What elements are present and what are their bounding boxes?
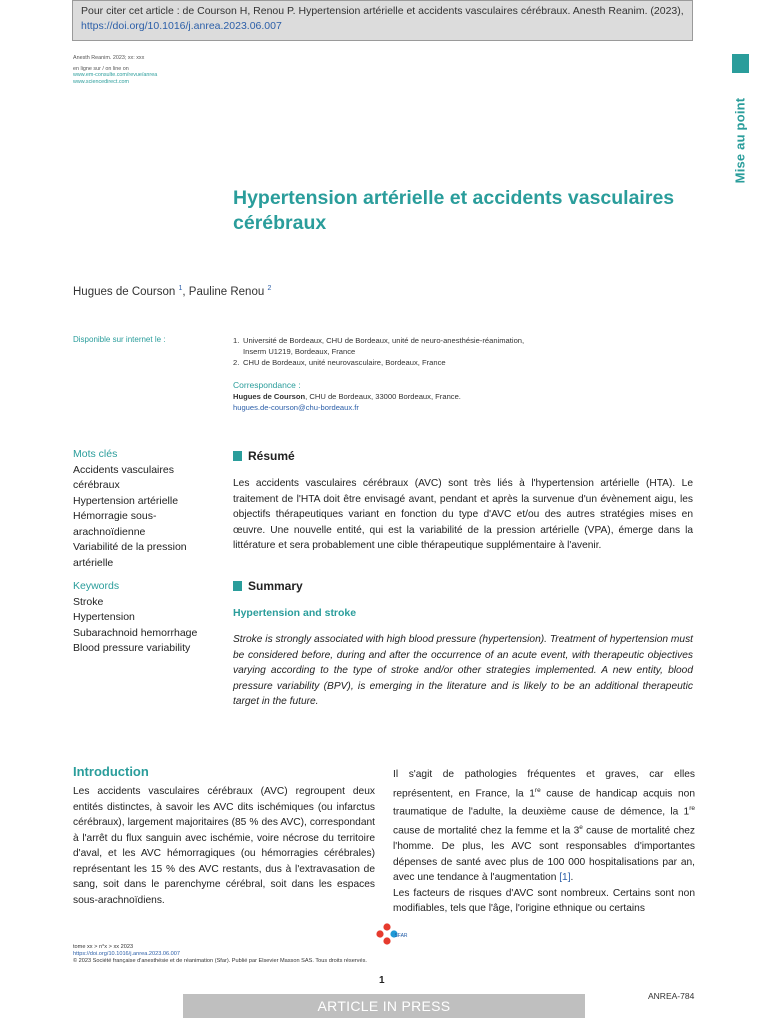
author-list: [73, 285, 271, 298]
resume-heading: [233, 449, 295, 463]
footer-doi-link[interactable]: https://doi.org/10.1016/j.anrea.2023.06.007: [73, 951, 180, 958]
sfar-logo: [372, 922, 408, 952]
superscript: e: [579, 824, 583, 832]
article-code: ANREA-784: [648, 991, 695, 1001]
keyword-item: Blood pressure variability: [73, 642, 191, 654]
text-run: cause de mortalité chez la femme et la 3: [393, 825, 580, 837]
side-tab-label: Mise au point: [732, 97, 748, 184]
keyword-item: Hypertension: [73, 611, 135, 623]
affiliation-ref[interactable]: 2: [267, 285, 272, 292]
keyword-item: Accidents vasculaires cérébraux: [73, 463, 174, 491]
affiliation-number: 1.: [233, 336, 240, 345]
correspondance-block: [233, 380, 563, 413]
em-consulte-link[interactable]: www.em-consulte.com/revue/anrea: [73, 72, 158, 79]
affiliation-list: [233, 335, 533, 368]
resume-heading-text: Résumé: [248, 449, 295, 463]
citation-text: Pour citer cet article : de Courson H, Renou P. Hypertension artérielle et accidents vasculaires cérébraux. Anesth Reanim. (2023),: [81, 5, 684, 17]
introduction-left-column: Les accidents vasculaires cérébraux (AVC) regroupent deux entités distinctes, à savoir les AVC dits ischémiques (ou infarctus cérébraux), largement majoritaires (85 % des AVC), correspondant à l'arrêt du flux sanguin avec ischémie, voire nécrose du territoire d'aval, et les AVC hémorragiques (ou hémorragies cérébrales) représentant les 15 % des AVC restants, dus à l'extravasation de sang, soit dans le parenchyme cérébral, soit dans les espaces sous-arachnoïdiens.: [73, 786, 375, 906]
keyword-item: Hémorragie sous-arachnoïdienne: [73, 510, 157, 538]
reference-link[interactable]: [1]: [559, 872, 571, 884]
introduction-paragraph: Les facteurs de risques d'AVC sont nombreux. Certains sont non modifiables, tels que l'âge, l'origine ethnique ou certains: [393, 887, 695, 915]
summary-heading: [233, 579, 303, 593]
introduction-right-column: [393, 767, 695, 917]
article-in-press-banner: ARTICLE IN PRESS: [183, 994, 585, 1018]
affiliation-text: Université de Bordeaux, CHU de Bordeaux, unité de neuro-anesthésie-réanimation, Inserm U1219, Bordeaux, France: [243, 336, 525, 356]
keywords-block: [73, 579, 223, 657]
introduction-heading: Introduction: [73, 764, 149, 779]
citation-box: [72, 0, 693, 41]
correspondance-name: Hugues de Courson: [233, 392, 306, 401]
mots-cles-block: [73, 447, 223, 571]
correspondance-email[interactable]: hugues.de-courson@chu-bordeaux.fr: [233, 403, 359, 412]
text-run: cause de mortalité chez l'homme. De plus, les AVC sont responsables d'importantes dépenses de santé avec plus de 100 000 hospitalisations par an, avec une tendance à l'augmentation: [393, 825, 695, 884]
text-run: cause de handicap acquis non traumatique de l'adulte, la deuxième cause de démence, la 1: [393, 787, 695, 818]
text-run: Il s'agit de pathologies fréquentes et graves, car elles représentent, en France, la 1: [393, 769, 695, 799]
introduction-paragraph: [393, 767, 695, 886]
page-number: 1: [379, 975, 385, 986]
sfar-logo-text: SFAR: [394, 933, 408, 939]
correspondance-address-line: [233, 391, 563, 402]
text-run: .: [570, 872, 574, 884]
keyword-item: Stroke: [73, 595, 104, 608]
affiliation-item: [233, 335, 533, 357]
superscript: re: [689, 805, 695, 813]
resume-text: Les accidents vasculaires cérébraux (AVC) sont très liés à l'hypertension artérielle (HTA). Le traitement de l'HTA doit être envisagé avant, pendant et après la survenue d'un évènement aigu, les objectifs thérapeutiques variant en fonction du type d'AVC et/ou des autres stratégies mises en œuvre. Une nouvelle entité, qui est la variabilité de la pression artérielle (VPA), émerge dans la littérature et sera probablement une cible thérapeutique supplémentaire à l'avenir.: [233, 478, 693, 551]
affiliation-number: 2.: [233, 358, 240, 367]
mots-cles-title: Mots clés: [73, 448, 118, 460]
summary-heading-text: Summary: [248, 579, 303, 593]
correspondance-address: , CHU de Bordeaux, 33000 Bordeaux, France.: [305, 392, 461, 401]
footer-meta: [73, 944, 367, 966]
author-name: Hugues de Courson: [73, 285, 176, 298]
footer-issue: tome xx > n°x > xx 2023: [73, 944, 134, 950]
article-title: Hypertension artérielle et accidents vasculaires cérébraux: [233, 187, 675, 234]
journal-meta: [73, 55, 157, 85]
side-marker: [732, 54, 749, 73]
superscript: re: [534, 786, 541, 794]
keyword-item: Subarachnoid hemorrhage: [73, 626, 198, 639]
affiliation-text: CHU de Bordeaux, unité neurovasculaire, Bordeaux, France: [243, 358, 446, 367]
heading-marker: [233, 581, 242, 591]
sciencedirect-link[interactable]: www.sciencedirect.com: [73, 78, 130, 85]
footer-copyright: © 2023 Société française d'anesthésie et de réanimation (Sfar). Publié par Elsevier Masson SAS. Tous droits réservés.: [73, 958, 367, 965]
citation-doi-link[interactable]: https://doi.org/10.1016/j.anrea.2023.06.007: [81, 20, 282, 32]
keyword-item: Hypertension artérielle: [73, 494, 179, 507]
heading-marker: [233, 451, 242, 461]
summary-subheading: Hypertension and stroke: [233, 607, 357, 619]
correspondance-label: Correspondance :: [233, 380, 301, 390]
journal-meta-line: Anesth Reanim. 2023; xx: xxx: [73, 55, 145, 61]
affiliation-ref[interactable]: 1: [178, 285, 183, 292]
journal-meta-line: en ligne sur / on line on: [73, 65, 129, 72]
affiliation-item: [233, 357, 533, 368]
keyword-item: Variabilité de la pression artérielle: [73, 541, 187, 569]
available-online-label: Disponible sur internet le :: [73, 335, 166, 344]
keywords-title: Keywords: [73, 580, 120, 592]
section-side-tab: [723, 91, 757, 190]
summary-text: Stroke is strongly associated with high blood pressure (hypertension). Treatment of hypertension must be considered before, during and after the occurrence of an acute event, with therapeutic objectives varying according to the type of stroke and/or other strategies implemented. A new entity, blood pressure variability (BPV), is emerging in the literature and is likely to be an additional therapeutic target in the future.: [233, 634, 693, 707]
author-separator: ,: [182, 285, 189, 298]
author-name: Pauline Renou: [188, 285, 265, 298]
